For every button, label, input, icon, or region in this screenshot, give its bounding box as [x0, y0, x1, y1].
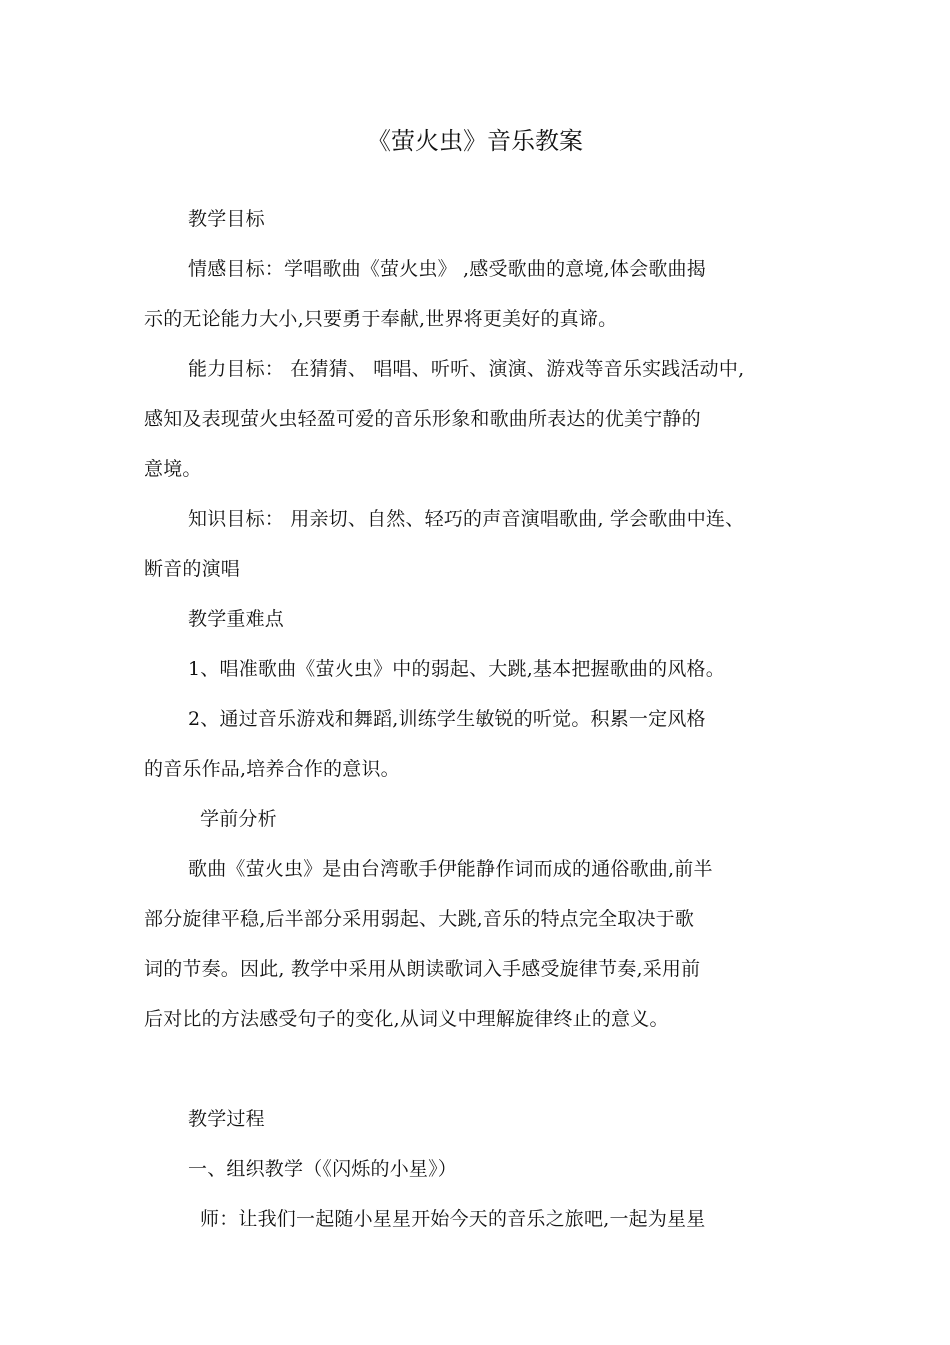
- section-heading-pre-analysis: 学前分析: [200, 808, 277, 830]
- paragraph-line: 一、组织教学（《闪烁的小星》）: [188, 1158, 458, 1180]
- paragraph-line: 示的无论能力大小,只要勇于奉献,世界将更美好的真谛。: [144, 308, 618, 330]
- document-title: 《萤火虫》音乐教案: [367, 127, 583, 155]
- section-heading-teaching-process: 教学过程: [188, 1108, 265, 1130]
- paragraph-line: 师：让我们一起随小星星开始今天的音乐之旅吧,一起为星星: [200, 1208, 706, 1230]
- paragraph-line: 意境。: [144, 458, 202, 480]
- paragraph-line: 断音的演唱: [144, 558, 241, 580]
- section-heading-key-points: 教学重难点: [188, 608, 285, 630]
- paragraph-line: 情感目标：学唱歌曲《萤火虫》 ,感受歌曲的意境,体会歌曲揭: [188, 258, 706, 280]
- paragraph-line: 后对比的方法感受句子的变化,从词义中理解旋律终止的意义。: [144, 1008, 669, 1030]
- paragraph-line: 部分旋律平稳,后半部分采用弱起、大跳,音乐的特点完全取决于歌: [144, 908, 695, 930]
- list-item: 1、唱准歌曲《萤火虫》中的弱起、大跳,基本把握歌曲的风格。: [188, 658, 725, 680]
- paragraph-line: 知识目标： 用亲切、自然、轻巧的声音演唱歌曲, 学会歌曲中连、: [188, 508, 745, 530]
- paragraph-line: 能力目标： 在猜猜、 唱唱、听听、演演、游戏等音乐实践活动中,: [188, 358, 745, 380]
- list-item: 2、通过音乐游戏和舞蹈,训练学生敏锐的听觉。积累一定风格: [188, 708, 706, 730]
- paragraph-line: 词的节奏。因此, 教学中采用从朗读歌词入手感受旋律节奏,采用前: [144, 958, 701, 980]
- paragraph-line: 的音乐作品,培养合作的意识。: [144, 758, 400, 780]
- section-heading-teaching-goals: 教学目标: [188, 208, 265, 230]
- paragraph-line: 歌曲《萤火虫》是由台湾歌手伊能静作词而成的通俗歌曲,前半: [188, 858, 713, 880]
- paragraph-line: 感知及表现萤火虫轻盈可爱的音乐形象和歌曲所表达的优美宁静的: [144, 408, 701, 430]
